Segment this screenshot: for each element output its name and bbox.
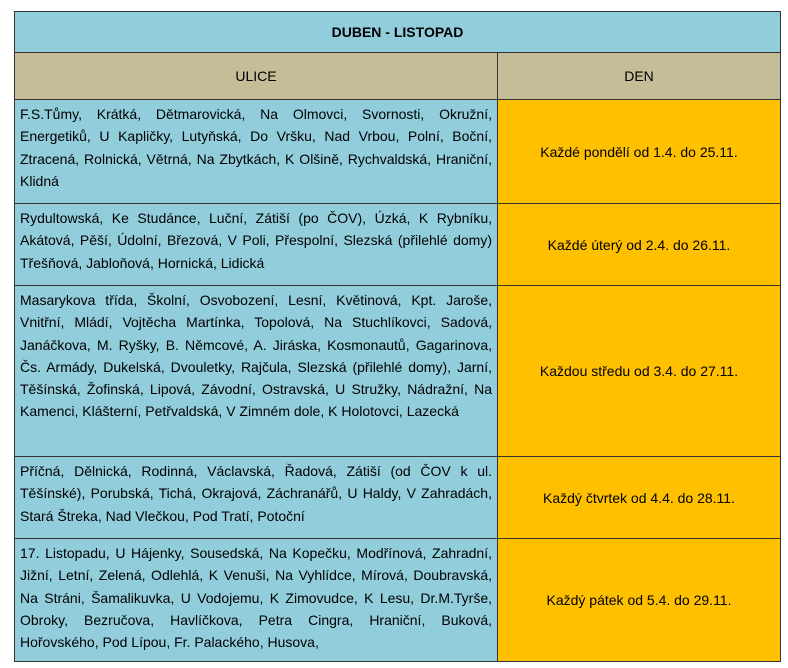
- streets-cell: F.S.Tůmy, Krátká, Dětmarovická, Na Olmovci, Svornosti, Okružní, Energetiků, U Kapličky, Lutyňská, Do Vršku, Nad Vrbou, Polní, Boční, Ztracená, Rolnická, Větrná, Na Zbytkách, K Olšině, Rychvaldská, Hraniční, Klidná: [15, 100, 498, 204]
- table-row: [15, 286, 781, 457]
- day-cell: Každé úterý od 2.4. do 26.11.: [498, 204, 781, 286]
- streets-cell: Příčná, Dělnická, Rodinná, Václavská, Řadová, Zátiší (od ČOV k ul. Těšínské), Porubská, Tichá, Okrajová, Záchranářů, U Haldy, V Zahradách, Stará Štreka, Nad Vlečkou, Pod Tratí, Potoční: [15, 457, 498, 539]
- day-cell: Každou středu od 3.4. do 27.11.: [498, 286, 781, 457]
- streets-cell: Masarykova třída, Školní, Osvobození, Lesní, Květinová, Kpt. Jaroše, Vnitřní, Mládí, Vojtěcha Martínka, Topolová, Na Stuchlíkovci, Sadová, Janáčkova, M. Ryšky, B. Němcové, A. Jiráska, Kosmonautů, Gagarinova, Čs. Armády, Dukelská, Dvouletky, Rajčula, Slezská (přilehlé domy), Jarní, Těšínská, Žofinská, Lipová, Závodní, Ostravská, U Stružky, Nádražní, Na Kamenci, Klášterní, Petřvaldská, V Zimném dole, K Holotovci, Lazecká: [15, 286, 498, 457]
- header-row: [15, 53, 781, 100]
- day-cell: Každý čtvrtek od 4.4. do 28.11.: [498, 457, 781, 539]
- table-row: [15, 457, 781, 539]
- streets-cell: 17. Listopadu, U Hájenky, Sousedská, Na Kopečku, Modřínová, Zahradní, Jižní, Letní, Zelená, Odlehlá, K Venuši, Na Vyhlídce, Mírová, Doubravská, Na Stráni, Šamalikuvka, U Vodojemu, K Zimovudce, K Lesu, Dr.M.Tyrše, Obroky, Bezručova, Havlíčkova, Petra Cingra, Hraniční, Buková, Hořovského, Pod Lípou, Fr. Palackého, Husova,: [15, 539, 498, 662]
- streets-cell: Rydultowská, Ke Studánce, Luční, Zátiší (po ČOV), Úzká, K Rybníku, Akátová, Pěší, Údolní, Březová, V Poli, Přespolní, Slezská (přilehlé domy) Třešňová, Jabloňová, Hornická, Lidická: [15, 204, 498, 286]
- table-row: [15, 539, 781, 662]
- day-cell: Každé pondělí od 1.4. do 25.11.: [498, 100, 781, 204]
- table-title: DUBEN - LISTOPAD: [15, 12, 781, 53]
- header-streets: ULICE: [15, 53, 498, 100]
- header-day: DEN: [498, 53, 781, 100]
- title-row: [15, 12, 781, 53]
- table-row: [15, 204, 781, 286]
- collection-schedule-table: [14, 11, 781, 662]
- table-row: [15, 100, 781, 204]
- day-cell: Každý pátek od 5.4. do 29.11.: [498, 539, 781, 662]
